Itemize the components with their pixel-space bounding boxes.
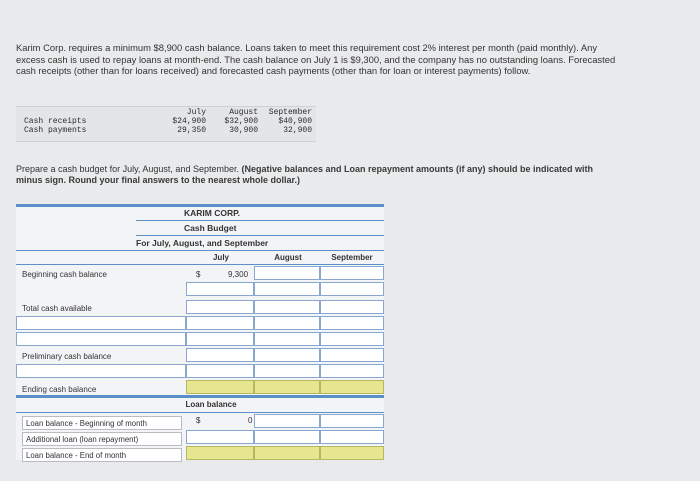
preliminary-july-input[interactable] — [186, 348, 254, 362]
loan-divider — [16, 412, 384, 413]
column-header-august: August — [274, 253, 302, 262]
header-divider — [16, 250, 384, 251]
receipts-september: $40,900 — [278, 117, 312, 126]
payments-august-input[interactable] — [254, 316, 320, 330]
loan-additional-july-input[interactable] — [186, 430, 254, 444]
beginning-july-value: 9,300 — [228, 270, 249, 279]
instructions-normal: Prepare a cash budget for July, August, and September. — [16, 164, 242, 174]
ending-august-input[interactable] — [254, 380, 320, 394]
month-september: September — [268, 108, 312, 117]
total-july-input[interactable] — [186, 300, 254, 314]
header-divider — [136, 220, 384, 221]
cash-receipts-label: Cash receipts — [24, 117, 87, 126]
total-cash-label: Total cash available — [22, 304, 92, 313]
payments-september: 32,900 — [283, 126, 312, 135]
loan-section-band — [16, 395, 384, 398]
receipts-august-input[interactable] — [254, 282, 320, 296]
budget-period: For July, August, and September — [136, 238, 269, 248]
payments-july-input[interactable] — [186, 316, 254, 330]
payments-august-input-2[interactable] — [254, 332, 320, 346]
loan-activity-label-input[interactable] — [16, 364, 186, 378]
loan-additional-september-input[interactable] — [320, 430, 384, 444]
cash-payments-label: Cash payments — [24, 126, 87, 135]
budget-title: Cash Budget — [184, 223, 237, 233]
loan-begin-august-input[interactable] — [254, 414, 320, 428]
loan-end-september-input[interactable] — [320, 446, 384, 460]
beginning-august-input[interactable] — [254, 266, 320, 280]
receipts-july-input[interactable] — [186, 282, 254, 296]
beginning-september-input[interactable] — [320, 266, 384, 280]
ending-cash-label: Ending cash balance — [22, 385, 97, 394]
receipts-july: $24,900 — [172, 117, 206, 126]
column-header-september: September — [331, 253, 373, 262]
loan-additional-label: Additional loan (loan repayment) — [22, 432, 182, 446]
cash-budget-worksheet — [16, 204, 384, 460]
payments-july-input-2[interactable] — [186, 332, 254, 346]
receipts-september-input[interactable] — [320, 282, 384, 296]
header-divider — [136, 235, 384, 236]
loan-begin-september-input[interactable] — [320, 414, 384, 428]
loan-activity-september-input[interactable] — [320, 364, 384, 378]
instructions — [16, 164, 616, 186]
loan-begin-label: Loan balance - Beginning of month — [22, 416, 182, 430]
instructions-bold: (Negative balances and Loan repayment amounts (if any) should be indicated with minus sign. Round your final answers to the nearest whole dollar.) — [16, 164, 594, 185]
total-august-input[interactable] — [254, 300, 320, 314]
problem-intro: Karim Corp. requires a minimum $8,900 cash balance. Loans taken to meet this requirement cost 2% interest per month (paid monthly). Any excess cash is used to repay loans at month-end. The cash balance on July 1 is $9,300, and the company has no outstanding loans. Forecasted cash receipts (other than for loans received) and forecasted cash payments (other than for loan or interest payments) follow. — [16, 42, 616, 77]
header-divider — [16, 264, 384, 265]
loan-additional-august-input[interactable] — [254, 430, 320, 444]
payments-july: 29,350 — [177, 126, 206, 135]
month-july: July — [186, 108, 206, 117]
company-name: KARIM CORP. — [184, 208, 241, 218]
preliminary-september-input[interactable] — [320, 348, 384, 362]
loan-end-label: Loan balance - End of month — [22, 448, 182, 462]
ending-september-input[interactable] — [320, 380, 384, 394]
loan-activity-august-input[interactable] — [254, 364, 320, 378]
beginning-currency: $ — [196, 270, 201, 279]
loan-begin-currency: $ — [196, 416, 201, 425]
month-august: August — [229, 108, 258, 117]
header-band — [16, 204, 384, 207]
payment-label-input-2[interactable] — [16, 332, 186, 346]
loan-end-july-input[interactable] — [186, 446, 254, 460]
loan-begin-july-value: 0 — [248, 416, 253, 425]
payment-label-input[interactable] — [16, 316, 186, 330]
forecast-table — [16, 106, 316, 142]
loan-end-august-input[interactable] — [254, 446, 320, 460]
preliminary-august-input[interactable] — [254, 348, 320, 362]
preliminary-cash-label: Preliminary cash balance — [22, 352, 112, 361]
payments-september-input[interactable] — [320, 316, 384, 330]
column-header-july: July — [212, 253, 229, 262]
payments-september-input-2[interactable] — [320, 332, 384, 346]
loan-activity-july-input[interactable] — [186, 364, 254, 378]
ending-july-input[interactable] — [186, 380, 254, 394]
receipts-august: $32,900 — [224, 117, 258, 126]
payments-august: 30,900 — [229, 126, 258, 135]
loan-balance-header: Loan balance — [185, 400, 237, 409]
beginning-cash-label: Beginning cash balance — [22, 270, 107, 279]
total-september-input[interactable] — [320, 300, 384, 314]
